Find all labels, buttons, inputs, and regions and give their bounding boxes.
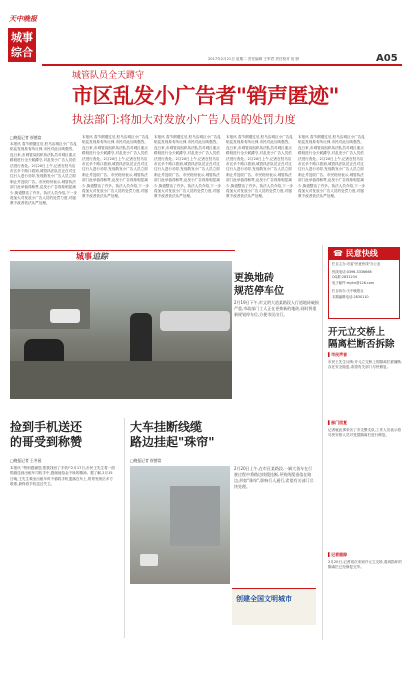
hotline-line: 栏目协办:天中晚报社: [332, 289, 364, 293]
brief2-body: 记者就此事采访了市交警支队,工作人员表示将尽快安排人员对受损隔离栏进行修复。: [328, 428, 402, 438]
brief3-section: ▌记者跟踪: [328, 552, 348, 557]
column-rule: [124, 418, 125, 638]
brief2-section: ▌部门回复: [328, 420, 348, 425]
brief1-section: ▌市民声音: [328, 352, 348, 357]
section-tag: [8, 28, 36, 62]
lead-title: 市区乱发小广告者"销声匿迹": [72, 84, 339, 108]
lead-body-col2: 本报讯 春节假期过后,驻马店城区小广告乱贴乱发现象有所反弹,市民对此反映强烈。连日来,市城管局组织执法队员对城区重点路段进行全天候蹲守,对乱发小广告人员依法进行查处。2月20日上午,记者在驻马店市区多个路口看到,城管执法队员正在对过往行人进行劝导,发现散发小广告人员立即制止并没收广告。市民纷纷表示,城管执法部门此举值得称赞,乱发小广告现象明显减少,街道整洁了许多。执法人员介绍,下一步将加大对发放小广告人员的处罚力度,对屡教不改者依法从严处理。: [82, 135, 149, 199]
brief3-body: 2月20日,记者再次来到开元立交桥,看到损坏的隔离栏已经修复完毕。: [328, 560, 402, 570]
section-divider: [10, 250, 235, 251]
header-rule: [42, 64, 402, 66]
story3-byline: □晚报记者 崔德富: [130, 458, 162, 463]
brief1-head: 开元立交桥上 隔离栏断否拆除: [328, 327, 395, 350]
page-number: A05: [376, 53, 398, 64]
bullet-icon: ▌: [328, 552, 332, 557]
story2-body: 本报讯 "特别感谢您,帮我找回了手机!"2月17日,市民王先生将一面锦旗送到出租车司机手中,感谢他拾金不昧的精神。据了解,2月15日晚,王先生乘坐出租车时不慎将手机遗落在车上,的哥发现后多方联系,最终将手机送还失主。: [10, 466, 115, 487]
brief1-body: 市民王先生反映:开元立交桥上的隔离栏被撞断,存在安全隐患,希望有关部门尽快修复。: [328, 360, 403, 370]
section-tag-line1: 城事: [11, 31, 33, 44]
lead-subtitle: 执法部门:将加大对发放小广告人员的处罚力度: [72, 113, 296, 126]
lead-kicker: 城管队员全天蹲守: [72, 71, 145, 81]
story3-title: 大车挂断线缆 路边挂起"珠帘": [130, 420, 215, 449]
story2-byline: □晚报记者 王冬园: [10, 458, 42, 463]
bullet-icon: ▌: [328, 420, 332, 425]
hotline-title: ☎ 民意快线: [329, 248, 399, 260]
hotline-line: 热线电话:0396-3336666: [332, 269, 372, 274]
photo-story-body: 2月19日下午,市文明大道某路段人行道地砖破损严重,市政部门工人正在更换新的地砖,同时将重新规划停车位,方便市民出行。: [234, 300, 319, 317]
photo-street-workers: [10, 261, 232, 399]
lead-body-col1: 本报讯 春节假期过后,驻马店城区小广告乱贴乱发现象有所反弹,市民对此反映强烈。连日来,市城管局组织执法队员对城区重点路段进行全天候蹲守,对乱发小广告人员依法进行查处。2月20日上午,记者在驻马店市区多个路口看到,城管执法队员正在对过往行人进行劝导,发现散发小广告人员立即制止并没收广告。市民纷纷表示,城管执法部门此举值得称赞,乱发小广告现象明显减少,街道整洁了许多。执法人员介绍,下一步将加大对发放小广告人员的处罚力度,对屡教不改者依法从严处理。: [10, 142, 77, 206]
masthead-logo: 天中晚报: [9, 15, 37, 23]
story2-title: 捡到手机送还 的哥受到称赞: [10, 420, 83, 449]
photo-cables-street: [130, 466, 230, 584]
section-tag-line2: 综合: [11, 46, 33, 59]
lead-byline: □晚报记者 崔德富: [10, 135, 42, 140]
hotline-line: 电子邮件:mykx@126.com: [332, 280, 375, 285]
lead-body-col3: 本报讯 春节假期过后,驻马店城区小广告乱贴乱发现象有所反弹,市民对此反映强烈。连日来,市城管局组织执法队员对城区重点路段进行全天候蹲守,对乱发小广告人员依法进行查处。2月20日上午,记者在驻马店市区多个路口看到,城管执法队员正在对过往行人进行劝导,发现散发小广告人员立即制止并没收广告。市民纷纷表示,城管执法部门此举值得称赞,乱发小广告现象明显减少,街道整洁了许多。执法人员介绍,下一步将加大对发放小广告人员的处罚力度,对屡教不改者依法从严处理。: [154, 135, 221, 199]
hotline-line: 栏目主办:市委"民意快线"办公室: [332, 262, 381, 266]
lead-body-col5: 本报讯 春节假期过后,驻马店城区小广告乱贴乱发现象有所反弹,市民对此反映强烈。连日来,市城管局组织执法队员对城区重点路段进行全天候蹲守,对乱发小广告人员依法进行查处。2月20日上午,记者在驻马店市区多个路口看到,城管执法队员正在对过往行人进行劝导,发现散发小广告人员立即制止并没收广告。市民纷纷表示,城管执法部门此举值得称赞,乱发小广告现象明显减少,街道整洁了许多。执法人员介绍,下一步将加大对发放小广告人员的处罚力度,对屡教不改者依法从严处理。: [298, 135, 365, 199]
lead-body-col4: 本报讯 春节假期过后,驻马店城区小广告乱贴乱发现象有所反弹,市民对此反映强烈。连日来,市城管局组织执法队员对城区重点路段进行全天候蹲守,对乱发小广告人员依法进行查处。2月20日上午,记者在驻马店市区多个路口看到,城管执法队员正在对过往行人进行劝导,发现散发小广告人员立即制止并没收广告。市民纷纷表示,城管执法部门此举值得称赞,乱发小广告现象明显减少,街道整洁了许多。执法人员介绍,下一步将加大对发放小广告人员的处罚力度,对屡教不改者依法从严处理。: [226, 135, 293, 199]
phone-icon: ☎: [333, 249, 343, 258]
stamp-label: 城事追踪: [76, 252, 108, 261]
bullet-icon: ▌: [328, 352, 332, 357]
photo-story-head: 更换地砖 规范停车位: [234, 273, 284, 297]
date-line: 2017年2月21日 星期二 责任编辑 王军君 责任校对 田 野: [208, 57, 300, 61]
column-rule: [322, 245, 323, 640]
hotline-box: [328, 247, 400, 319]
civilization-badge: [232, 588, 316, 625]
badge-text: 创建全国文明城市: [236, 595, 292, 603]
hotline-line: QQ群:2831234: [332, 275, 357, 279]
hotline-line: 本期编辑电话:2830110: [332, 294, 369, 299]
story3-body: 2月20日上午,在市区某路段,一辆大货车在行驶过程中将路边线缆挂断,导致线缆垂落在路边,形如"珠帘",影响行人通行,希望有关部门尽快处理。: [234, 466, 314, 489]
